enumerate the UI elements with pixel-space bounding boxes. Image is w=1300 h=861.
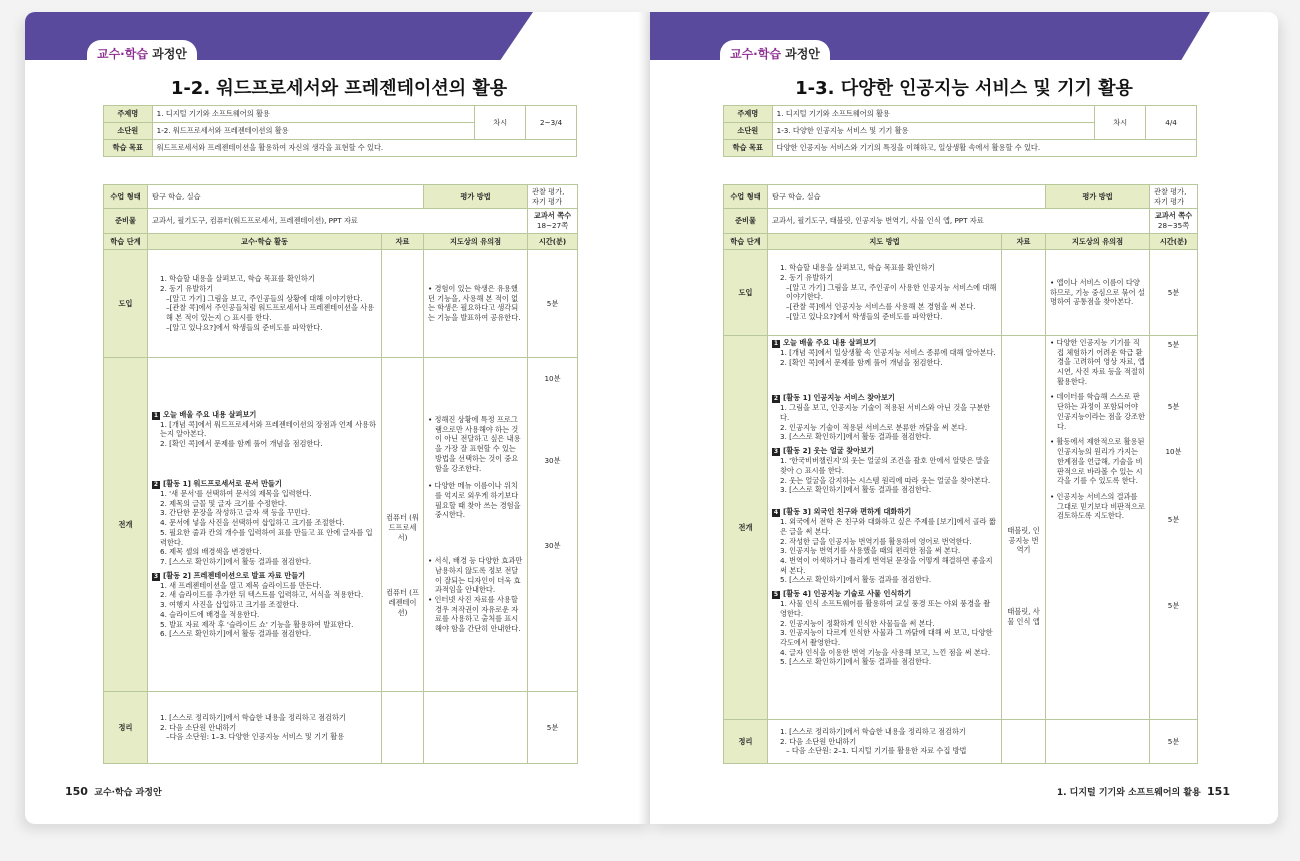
dev-line: 2. 인공지능이 정확하게 인식한 사물들을 써 본다. (780, 618, 935, 628)
dev-line: 3. [스스로 확인하기]에서 활동 결과를 점검한다. (780, 432, 932, 442)
dev-line: 6. 제목 셀의 배경색을 변경한다. (160, 547, 262, 557)
unit-label: 주제명 (104, 106, 153, 123)
intro-line: –[알고 있나요?]에서 학생들의 준비도를 파악한다. (166, 322, 323, 332)
page-footer (65, 785, 162, 798)
dev-line: 4. 문서에 넣을 사진을 선택하여 삽입하고 크기를 조절한다. (160, 518, 345, 528)
pages-label: 교과서 쪽수 (533, 211, 572, 221)
dev-line: 4. 번역이 어색하거나 틀리게 번역된 문장을 어떻게 해결하면 좋을지 써 본다. (780, 555, 993, 575)
intro-content (148, 249, 382, 357)
section-title (772, 507, 997, 517)
dev-line: 2. 인공지능 기술이 적용된 서비스로 분류한 까닭을 써 본다. (780, 422, 968, 432)
section-title-text: [활동 2] 웃는 얼굴 찾아보기 (783, 446, 875, 456)
section-number: 3 (153, 572, 159, 580)
intro-line: 2. 동기 유발하기 (160, 283, 214, 293)
pages-value (1150, 209, 1198, 233)
dev-line: 2. 새 슬라이드를 추가한 뒤 텍스트를 입력하고, 서식을 적용한다. (160, 590, 364, 600)
dev-line: 5. 발표 자료 제작 후 '슬라이드 쇼' 기능을 활용하여 발표한다. (160, 619, 354, 629)
section-number: 5 (773, 591, 779, 599)
intro-line: 1. 학습할 내용을 살펴보고, 학습 목표를 확인하기 (780, 263, 935, 273)
goal-label: 학습 목표 (104, 140, 153, 157)
right-page (650, 12, 1278, 824)
type-value: 탐구 학습, 실습 (768, 185, 1046, 209)
pages-number: 18~27쪽 (536, 221, 569, 231)
col-stage: 학습 단계 (724, 233, 768, 249)
unit-value: 1. 디지털 기기와 소프트웨어의 활용 (152, 106, 475, 123)
page-title: 1-3. 다양한 인공지능 서비스 및 기기 활용 (795, 78, 1133, 99)
page-number: 151 (1207, 785, 1230, 798)
type-value: 탐구 학습, 실습 (148, 185, 424, 209)
stage-dev: 전개 (104, 357, 148, 691)
pages-value (528, 209, 578, 233)
section-title-text: 오늘 배울 주요 내용 살펴보기 (163, 409, 257, 419)
col-content: 지도 방법 (768, 233, 1002, 249)
dev-content (148, 357, 382, 691)
intro-material (382, 249, 424, 357)
intro-line: –[관찰 콕]에서 인공지능 서비스를 사용해 본 경험을 써 본다. (786, 302, 976, 312)
footer-text: 교수·학습 과정안 (94, 788, 162, 798)
wrap-note (1046, 719, 1150, 763)
intro-line: –[관찰 콕]에서 주인공들처럼 워드프로세서나 프레젠테이션을 사용해 본 적이 있는지 ○ 표시를 한다. (166, 303, 375, 323)
section-number: 3 (773, 448, 779, 456)
intro-line: –[알고 가기] 그림을 보고, 주인공들의 상황에 대해 이야기한다. (166, 293, 363, 303)
section-title-text: [활동 1] 워드프로세서로 문서 만들기 (163, 478, 282, 488)
material-1: 컴퓨터 (워드프로세서) (386, 513, 419, 542)
dev-line: 4. 글자 인식을 이용한 번역 기능을 사용해 보고, 느낀 점을 써 본다. (780, 647, 991, 657)
material-2: 컴퓨터 (프레젠테이션) (386, 588, 419, 617)
intro-material (1002, 249, 1046, 335)
note-item: • 인공지능 서비스의 결과를 그대로 믿기보다 비판적으로 검토하도록 지도한다. (1050, 491, 1145, 521)
prep-value: 교과서, 필기도구, 태블릿, 인공지능 번역기, 사물 인식 앱, PPT 자료 (768, 209, 1150, 233)
pages-number: 28~35쪽 (1157, 221, 1190, 231)
type-label: 수업 형태 (104, 185, 148, 209)
col-content: 교수·학습 활동 (148, 233, 382, 249)
note-item: • 다양한 메뉴 이름이나 위치를 억지로 외우게 하기보다 필요할 때 찾아 쓰는 경험을 중시한다. (428, 481, 521, 520)
section-number: 1 (153, 411, 159, 419)
wrap-line: 1. [스스로 정리하기]에서 학습한 내용을 정리하고 점검하기 (160, 712, 346, 722)
section-title (152, 571, 377, 581)
dev-line: 4. 슬라이드에 배경을 적용한다. (160, 609, 260, 619)
prep-label: 준비물 (104, 209, 148, 233)
intro-time: 5분 (528, 249, 578, 357)
wrap-line: 2. 다음 소단원 안내하기 (780, 736, 857, 746)
dev-time (1150, 335, 1198, 719)
stage-wrap: 정리 (724, 719, 768, 763)
type-label: 수업 형태 (724, 185, 768, 209)
material-2: 태블릿, 사물 인식 앱 (1007, 607, 1040, 626)
dev-line: 6. [스스로 확인하기]에서 활동 결과를 점검한다. (160, 629, 312, 639)
dev-line: 3. 여행지 사진을 삽입하고 크기를 조절한다. (160, 600, 299, 610)
dev-line: 5. [스스로 확인하기]에서 활동 결과를 점검한다. (780, 575, 932, 585)
session-value: 4/4 (1146, 106, 1197, 140)
time-2: 5분 (1167, 401, 1180, 411)
section-title (152, 479, 377, 489)
intro-line: –[알고 있나요?]에서 학생들의 준비도를 파악한다. (786, 311, 943, 321)
time-5: 5분 (1167, 600, 1180, 610)
stage-intro: 도입 (104, 249, 148, 357)
note-item: • 서식, 배경 등 다양한 효과만 남용하지 않도록 정보 전달이 잘되는 디자인이 더욱 효과적임을 안내한다. (428, 556, 523, 595)
col-material: 자료 (1002, 233, 1046, 249)
intro-note: • 앱이나 서비스 이름이 다양하므로, 기능 중심으로 묶어 설명하여 공통점을 찾아본다. (1046, 249, 1150, 335)
wrap-material (1002, 719, 1046, 763)
section-title (152, 410, 377, 420)
wrap-content (148, 691, 382, 763)
dev-line: 5. 필요한 줄과 칸의 개수를 입력하여 표를 만들고 표 안에 글자를 입력한다. (160, 527, 373, 547)
time-2: 30분 (544, 455, 561, 465)
header-table (103, 105, 577, 157)
subunit-label: 소단원 (104, 123, 153, 140)
stage-dev: 전개 (724, 335, 768, 719)
wrap-time: 5분 (528, 691, 578, 763)
dev-note (1046, 335, 1150, 719)
session-label: 차시 (475, 106, 526, 140)
section-title-text: [활동 1] 인공지능 서비스 찾아보기 (783, 393, 895, 403)
note-item: • 활동에서 제한적으로 활용된 인공지능의 원리가 가지는 한계점을 언급해, 기술을 비판적으로 바라볼 수 있는 시각을 기를 수 있도록 한다. (1050, 437, 1145, 486)
dev-line: 3. [스스로 확인하기]에서 활동 결과를 점검한다. (780, 485, 932, 495)
section-title-text: 오늘 배울 주요 내용 살펴보기 (783, 337, 877, 347)
dev-line: 1. [개념 콕]에서 워드프로세서와 프레젠테이션의 장점과 언제 사용하는지 알아본다. (160, 419, 376, 439)
tab-suffix: 과정안 (780, 47, 820, 61)
goal-value: 워드프로세서와 프레젠테이션을 활용하여 자신의 생각을 표현할 수 있다. (152, 140, 576, 157)
dev-line: 1. '한국비버챌린지'의 웃는 얼굴의 조건을 괄호 안에서 알맞은 말을 찾아 ○ 표시를 한다. (780, 456, 990, 475)
intro-note: • 경험이 있는 학생은 유용했던 기능을, 사용해 본 적이 없는 학생은 필요하다고 생각되는 기능을 발표하여 공유한다. (424, 249, 528, 357)
col-note: 지도상의 유의점 (424, 233, 528, 249)
subunit-value: 1-3. 다양한 인공지능 서비스 및 기기 활용 (772, 123, 1095, 140)
section-title-text: [활동 2] 프레젠테이션으로 발표 자료 만들기 (163, 570, 306, 580)
goal-label: 학습 목표 (724, 140, 773, 157)
unit-label: 주제명 (724, 106, 773, 123)
dev-line: 1. [개념 콕]에서 일상생활 속 인공지능 서비스 종류에 대해 알아본다. (780, 347, 996, 357)
dev-line: 5. [스스로 확인하기]에서 활동 결과를 점검한다. (780, 657, 932, 667)
dev-line: 2. 웃는 얼굴을 감지하는 시스템 원리에 따라 웃는 얼굴을 찾아본다. (780, 475, 991, 485)
dev-line: 3. 인공지능 번역기를 사용했을 때의 편리한 점을 써 본다. (780, 546, 961, 556)
tab-prefix: 교수·학습 (730, 47, 781, 61)
col-time: 시간(분) (528, 233, 578, 249)
section-title (772, 446, 997, 456)
section-number: 4 (773, 509, 779, 517)
note-item: • 데이터를 학습해 스스로 판단하는 과정이 포함되어야 인공지능이라는 점을 강조한다. (1050, 392, 1145, 431)
tab-suffix: 과정안 (147, 47, 187, 61)
material-1: 태블릿, 인공지능 번역기 (1007, 525, 1040, 555)
dev-line: 3. 인공지능이 다르게 인식한 사물과 그 까닭에 대해 써 보고, 다양한 각도에서 촬영한다. (780, 628, 993, 647)
page-tab (720, 40, 830, 66)
time-4: 5분 (1167, 515, 1180, 525)
header-table (723, 105, 1197, 157)
subunit-label: 소단원 (724, 123, 773, 140)
dev-time (528, 357, 578, 691)
intro-line: –[알고 가기] 그림을 보고, 주인공이 사용한 인공지능 서비스에 대해 이야기한다. (786, 282, 997, 302)
prep-value: 교과서, 필기도구, 컴퓨터(워드프로세서, 프레젠테이션), PPT 자료 (148, 209, 528, 233)
wrap-content (768, 719, 1002, 763)
dev-line: 1. 그림을 보고, 인공지능 기술이 적용된 서비스와 아닌 것을 구분한다. (780, 403, 991, 423)
page-title: 1-2. 워드프로세서와 프레젠테이션의 활용 (170, 78, 508, 99)
wrap-note (424, 691, 528, 763)
dev-line: 1. 외국에서 전학 온 친구와 대화하고 싶은 주제를 [보기]에서 골라 짧은 글을 써 본다. (780, 517, 996, 536)
dev-line: 1. 사물 인식 소프트웨어를 활용하여 교실 풍경 또는 야외 풍경을 촬영한다. (780, 599, 991, 618)
plan-table (103, 184, 578, 764)
dev-material (382, 357, 424, 691)
wrap-time: 5분 (1150, 719, 1198, 763)
footer-text: 1. 디지털 기기와 소프트웨어의 활용 (1056, 788, 1201, 798)
section-title (772, 393, 997, 403)
dev-line: 7. [스스로 확인하기]에서 활동 결과를 점검한다. (160, 556, 312, 566)
section-title-text: [활동 4] 인공지능 기술로 사물 인식하기 (783, 589, 912, 599)
eval-value: 관찰 평가, 자기 평가 (528, 185, 578, 209)
time-3: 10분 (1165, 447, 1182, 457)
dev-line: 3. 간단한 문장을 작성하고 글자 색 등을 꾸민다. (160, 508, 311, 518)
stage-wrap: 정리 (104, 691, 148, 763)
dev-line: 2. [확인 콕]에서 문제를 함께 풀어 개념을 점검한다. (780, 357, 943, 367)
eval-label: 평가 방법 (424, 185, 528, 209)
col-material: 자료 (382, 233, 424, 249)
intro-line: 2. 동기 유발하기 (780, 272, 834, 282)
plan-table (723, 184, 1198, 764)
dev-line: 1. 새 프레젠테이션을 열고 제목 슬라이드를 만든다. (160, 580, 322, 590)
time-1: 5분 (1167, 339, 1180, 349)
dev-line: 2. [확인 콕]에서 문제를 함께 풀어 개념을 점검한다. (160, 439, 323, 449)
section-number: 2 (153, 480, 159, 488)
dev-material (1002, 335, 1046, 719)
wrap-material (382, 691, 424, 763)
section-number: 1 (773, 339, 779, 347)
tab-prefix: 교수·학습 (97, 47, 148, 61)
intro-time: 5분 (1150, 249, 1198, 335)
eval-label: 평가 방법 (1046, 185, 1150, 209)
wrap-line: 1. [스스로 정리하기]에서 학습한 내용을 정리하고 점검하기 (780, 726, 966, 736)
section-number: 2 (773, 395, 779, 403)
intro-content (768, 249, 1002, 335)
intro-line: 1. 학습할 내용을 살펴보고, 학습 목표를 확인하기 (160, 274, 315, 284)
wrap-line: – 다음 소단원: 2–1. 디지털 기기를 활용한 자료 수집 방법 (786, 746, 967, 756)
page-number: 150 (65, 785, 88, 798)
pages-label: 교과서 쪽수 (1154, 211, 1193, 221)
session-value: 2~3/4 (526, 106, 577, 140)
col-stage: 학습 단계 (104, 233, 148, 249)
dev-note (424, 357, 528, 691)
unit-value: 1. 디지털 기기와 소프트웨어의 활용 (772, 106, 1095, 123)
dev-line: 2. 작성한 글을 인공지능 번역기를 활용하여 영어로 번역한다. (780, 536, 972, 546)
eval-value: 관찰 평가, 자기 평가 (1150, 185, 1198, 209)
left-page (25, 12, 653, 824)
page-footer (1057, 785, 1230, 798)
time-1: 10분 (544, 373, 561, 383)
subunit-value: 1-2. 워드프로세서와 프레젠테이션의 활용 (152, 123, 475, 140)
page-tab (87, 40, 197, 66)
dev-line: 2. 제목의 글꼴 및 글자 크기를 수정한다. (160, 498, 287, 508)
session-label: 차시 (1095, 106, 1146, 140)
dev-content (768, 335, 1002, 719)
wrap-line: 2. 다음 소단원 안내하기 (160, 722, 237, 732)
note-item: • 다양한 인공지능 기기를 직접 체험하기 어려운 학급 환경을 고려하여 영상 자료, 앱 시연, 사진 자료 등을 적절히 활용한다. (1050, 337, 1145, 386)
section-title-text: [활동 3] 외국인 친구와 편하게 대화하기 (783, 507, 912, 517)
stage-intro: 도입 (724, 249, 768, 335)
time-3: 30분 (544, 541, 561, 551)
goal-value: 다양한 인공지능 서비스와 기기의 특징을 이해하고, 일상생활 속에서 활용할 수 있다. (772, 140, 1196, 157)
note-item: • 정해진 상황에 특정 프로그램으로만 사용해야 하는 것이 아닌 전달하고 싶은 내용을 가장 잘 표현할 수 있는 방법을 선택하는 것이 중요함을 강조한다. (428, 414, 521, 473)
dev-line: 1. '새 문서'를 선택하여 문서의 제목을 입력한다. (160, 488, 312, 498)
prep-label: 준비물 (724, 209, 768, 233)
section-title (772, 589, 997, 599)
col-time: 시간(분) (1150, 233, 1198, 249)
col-note: 지도상의 유의점 (1046, 233, 1150, 249)
note-item: • 인터넷 사진 자료를 사용할 경우 저작권이 자유로운 자료를 사용하고 출처를 표시해야 함을 간단히 안내한다. (428, 594, 521, 634)
section-title (772, 338, 997, 348)
wrap-line: –다음 소단원: 1–3. 다양한 인공지능 서비스 및 기기 활용 (166, 732, 345, 742)
